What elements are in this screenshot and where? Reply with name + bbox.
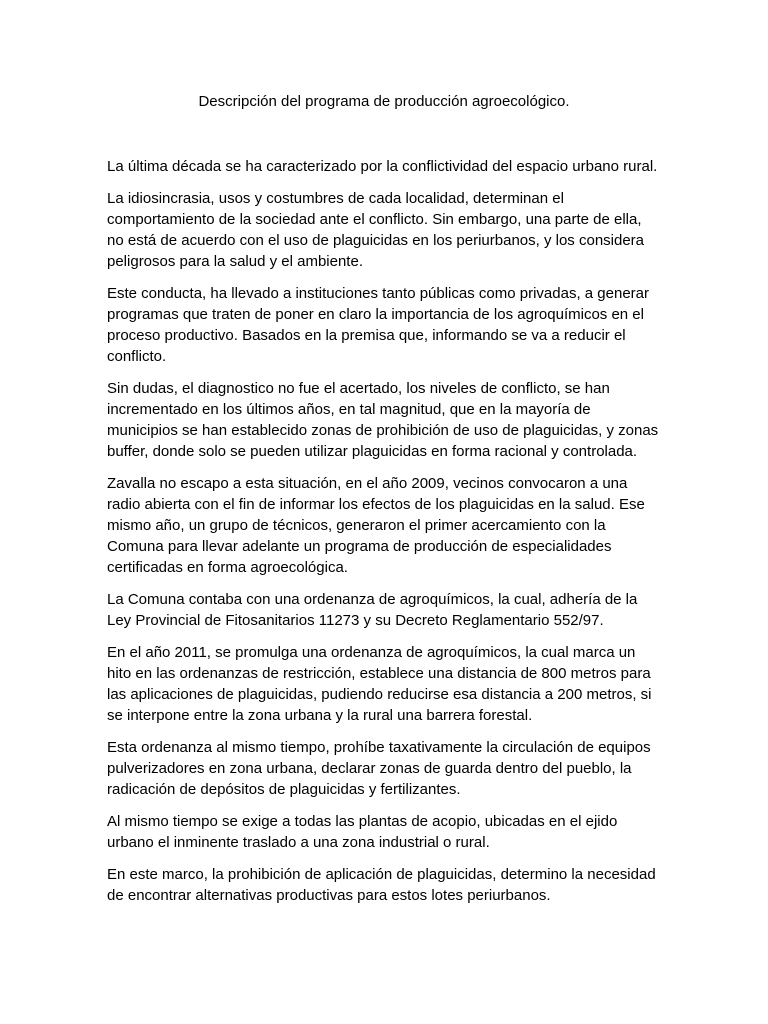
paragraph: Al mismo tiempo se exige a todas las plantas de acopio, ubicadas en el ejido urbano el inminente traslado a una zona industrial o rural. — [107, 813, 618, 851]
paragraph: La Comuna contaba con una ordenanza de agroquímicos, la cual, adhería de la Ley Provincial de Fitosanitarios 11273 y su Decreto Reglamentario 552/97. — [107, 591, 638, 629]
paragraph: La última década se ha caracterizado por la conflictividad del espacio urbano rural. — [107, 158, 658, 175]
paragraph: En este marco, la prohibición de aplicación de plaguicidas, determino la necesidad de encontrar alternativas productivas para estos lotes periurbanos. — [107, 866, 656, 904]
paragraph: En el año 2011, se promulga una ordenanza de agroquímicos, la cual marca un hito en las ordenanzas de restricción, establece una distancia de 800 metros para las aplicaciones de plaguicidas, pudiendo reducirse esa distancia a 200 metros, si se interpone entre la zona urbana y la rural una barrera forestal. — [107, 644, 652, 724]
paragraph: Este conducta, ha llevado a instituciones tanto públicas como privadas, a generar programas que traten de poner en claro la importancia de los agroquímicos en el proceso productivo. Basados en la premisa que, informando se va a reducir el conflicto. — [107, 285, 649, 365]
paragraph: Zavalla no escapo a esta situación, en el año 2009, vecinos convocaron a una radio abierta con el fin de informar los efectos de los plaguicidas en la salud. Ese mismo año, un grupo de técnicos, generaron el primer acercamiento con la Comuna para llevar adelante un programa de producción de especialidades certificadas en forma agroecológica. — [107, 475, 645, 576]
paragraph: La idiosincrasia, usos y costumbres de cada localidad, determinan el comportamiento de la sociedad ante el conflicto. Sin embargo, una parte de ella, no está de acuerdo con el uso de plaguicidas en los periurbanos, y los considera peligrosos para la salud y el ambiente. — [107, 190, 645, 270]
paragraph: Sin dudas, el diagnostico no fue el acertado, los niveles de conflicto, se han incrementado en los últimos años, en tal magnitud, que en la mayoría de municipios se han establecido zonas de prohibición de uso de plaguicidas, y zonas buffer, donde solo se pueden utilizar plaguicidas en forma racional y controlada. — [107, 380, 659, 460]
paragraph: Esta ordenanza al mismo tiempo, prohíbe taxativamente la circulación de equipos pulverizadores en zona urbana, declarar zonas de guarda dentro del pueblo, la radicación de depósitos de plaguicidas y fertilizantes. — [107, 739, 651, 798]
document-title: Descripción del programa de producción agroecológico. — [198, 93, 570, 110]
document-body — [107, 156, 667, 917]
